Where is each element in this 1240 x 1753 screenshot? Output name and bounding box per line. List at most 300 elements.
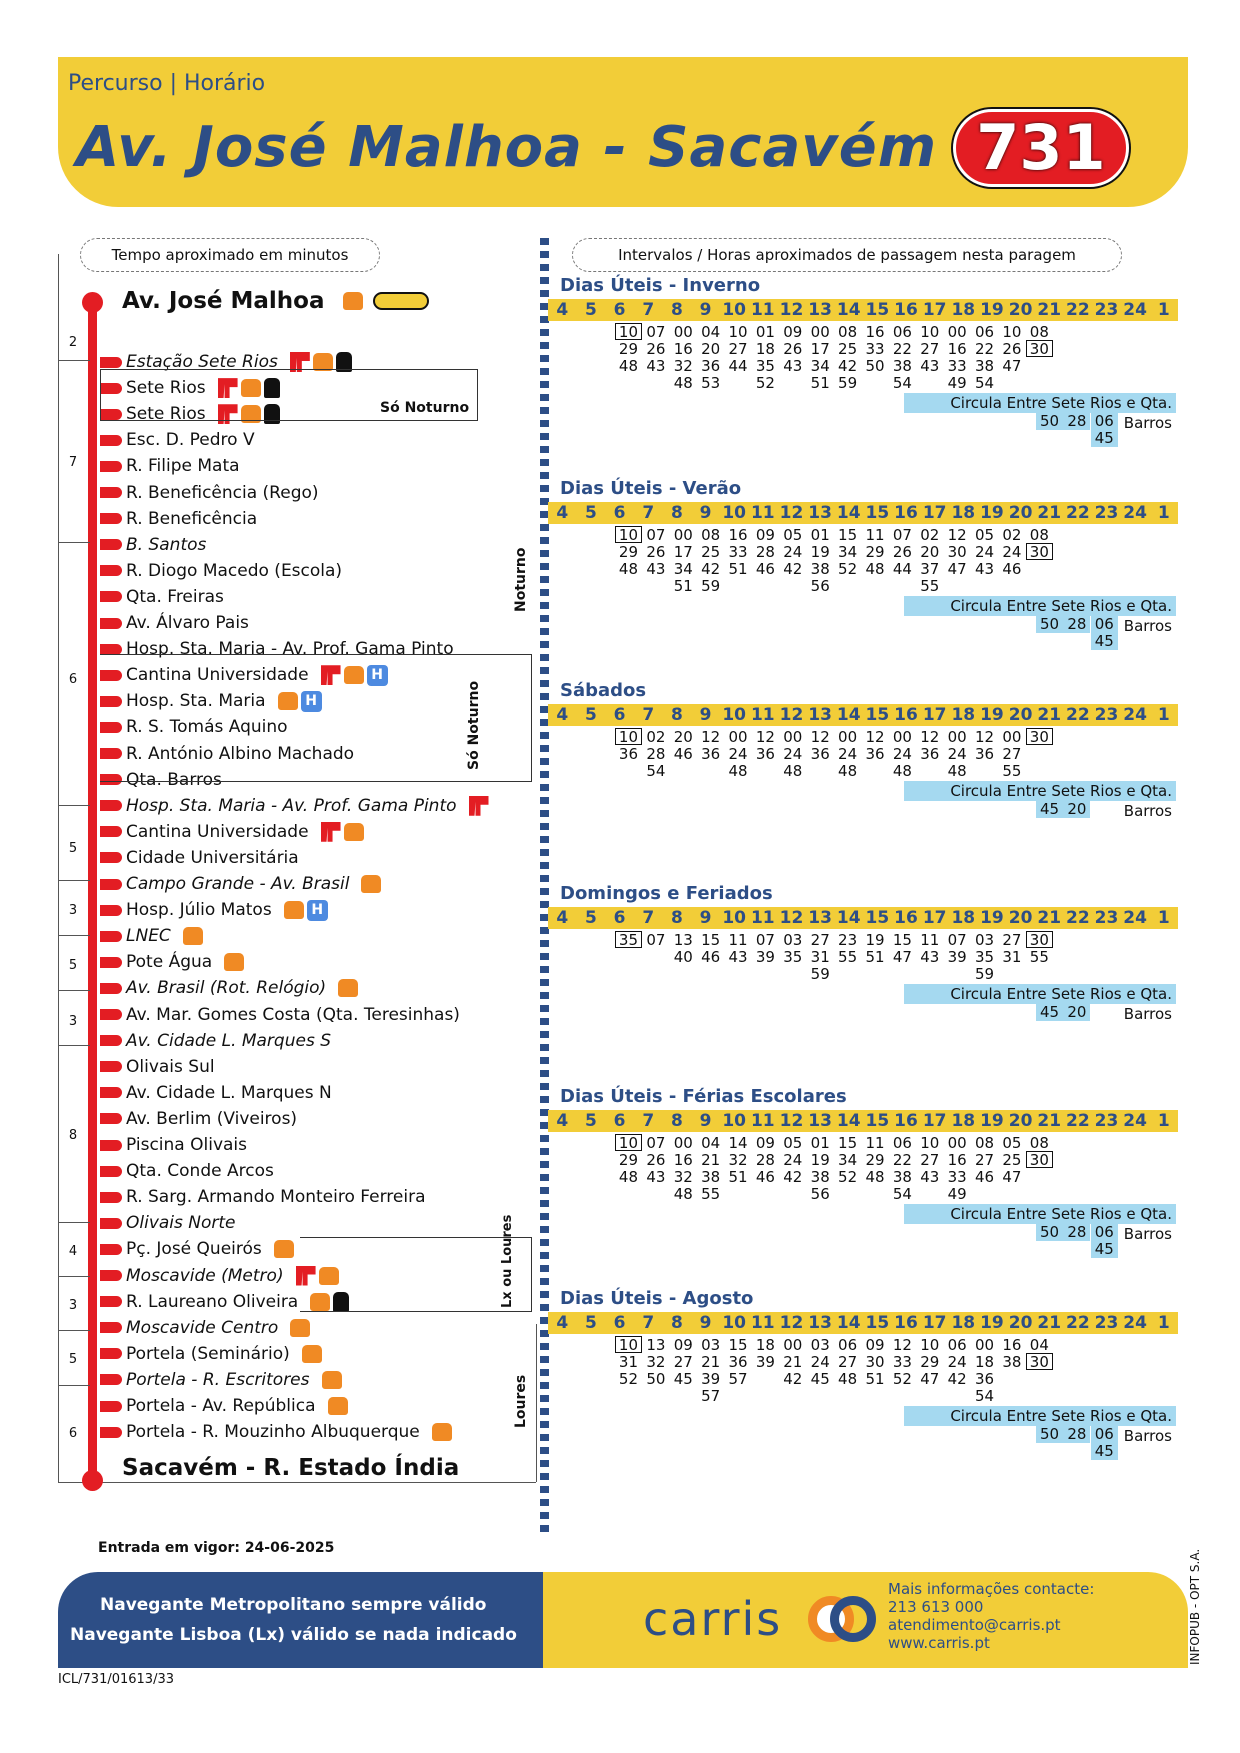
- minute-cell: 24: [810, 1353, 830, 1371]
- minute-cell: 24: [1002, 543, 1022, 561]
- stop-marker: [100, 983, 122, 994]
- hour-cell: 24: [1123, 1313, 1147, 1333]
- hour-cell: 16: [894, 1313, 918, 1333]
- hours-row: [548, 907, 1178, 929]
- minute-cell: 29: [618, 543, 639, 561]
- minute-cell: 00: [1002, 728, 1022, 746]
- minute-cell: 08: [1029, 1134, 1049, 1152]
- minute-cell: 16: [947, 340, 967, 358]
- segment-minutes: 5: [68, 1352, 78, 1367]
- minutes-row: [560, 560, 1190, 577]
- minute-cell: [670, 762, 697, 779]
- minute-cell: 46: [755, 560, 775, 578]
- minute-cell: 36: [810, 745, 830, 763]
- minute-cell: [615, 762, 642, 779]
- minute-cell: 24: [728, 745, 748, 763]
- hour-cell: 17: [922, 503, 947, 523]
- minute-cell: 56: [810, 1185, 830, 1203]
- bus-icon: [361, 875, 381, 893]
- minute-cell: 25: [1002, 1151, 1022, 1169]
- minutes-grid: [560, 526, 1190, 594]
- contact-heading: Mais informações contacte:: [888, 1580, 1095, 1598]
- hour-cell: 17: [922, 1313, 947, 1333]
- segment-minutes: 5: [68, 958, 78, 973]
- hour-cell: 23: [1094, 705, 1119, 725]
- hours-row: [548, 502, 1178, 524]
- minute-cell: [560, 323, 587, 340]
- hour-cell: 4: [556, 300, 569, 320]
- minute-cell: [1026, 577, 1053, 594]
- minute-cell: 45: [810, 1370, 830, 1388]
- contact-website[interactable]: www.carris.pt: [888, 1634, 990, 1652]
- hour-cell: 9: [699, 1313, 712, 1333]
- minute-cell: 25: [701, 543, 721, 561]
- minute-cell: 05: [783, 526, 803, 544]
- minutes-row: [560, 374, 1190, 391]
- hospital-icon: H: [307, 900, 328, 921]
- minute-cell: [752, 577, 779, 594]
- minute-cell: 20: [673, 728, 693, 746]
- circulation-note: Circula Entre Sete Rios e Qta. Barros: [904, 984, 1176, 1004]
- minute-cell: 28: [755, 1151, 775, 1169]
- stop-marker: [100, 565, 122, 576]
- hour-cell: 21: [1037, 705, 1062, 725]
- minute-cell: 15: [892, 931, 912, 949]
- so-noturno-vertical: Só Noturno: [466, 680, 482, 770]
- contact-email[interactable]: atendimento@carris.pt: [888, 1616, 1061, 1634]
- minute-cell: 48: [618, 357, 639, 375]
- minute-cell: 17: [673, 543, 693, 561]
- minute-cell: [998, 1387, 1025, 1404]
- stop-icons: [284, 900, 328, 921]
- stop-name: R. António Albino Machado: [126, 743, 355, 764]
- hour-cell: 23: [1094, 300, 1119, 320]
- stop-name: B. Santos: [126, 534, 207, 555]
- minute-cell: 19: [810, 1151, 830, 1169]
- stop-icons: [224, 953, 244, 971]
- minute-cell: 00: [892, 728, 912, 746]
- minute-cell: [724, 577, 751, 594]
- minute-cell: [587, 931, 614, 948]
- segment-minutes: 8: [68, 1128, 78, 1143]
- stop-item: [100, 611, 249, 635]
- stop-item: [100, 898, 328, 922]
- segment-separator: [58, 935, 90, 936]
- hour-cell: 22: [1066, 503, 1090, 523]
- minute-cell: 30: [1026, 340, 1053, 357]
- document-code: ICL/731/01613/33: [58, 1672, 175, 1687]
- stop-name: Portela - R. Mouzinho Albuquerque: [126, 1422, 420, 1443]
- minute-cell: [642, 374, 669, 391]
- minute-cell: [752, 1387, 779, 1404]
- printer-credit: INFOPUB - OPT S.A.: [1188, 1548, 1202, 1665]
- minute-cell: 29: [920, 1353, 940, 1371]
- minute-cell: 32: [728, 1151, 748, 1169]
- minute-cell: 36: [728, 1353, 748, 1371]
- minute-cell: 11: [865, 1134, 885, 1152]
- stop-name: Sete Rios: [126, 378, 206, 399]
- minute-cell: 26: [646, 340, 666, 358]
- stop-marker: [100, 1218, 122, 1229]
- minute-cell: [560, 1370, 587, 1387]
- minutes-row: [560, 577, 1190, 594]
- minute-cell: 55: [1029, 948, 1049, 966]
- minute-cell: 34: [810, 357, 830, 375]
- minute-cell: [916, 374, 943, 391]
- minute-cell: [971, 577, 998, 594]
- minute-cell: 08: [1029, 526, 1049, 544]
- minute-cell: 33: [892, 1353, 912, 1371]
- segment-separator: [58, 1276, 90, 1277]
- hour-cell: 10: [722, 705, 746, 725]
- stop-marker: [100, 1374, 122, 1385]
- stop-item: [100, 533, 206, 557]
- minute-cell: 30: [1026, 543, 1053, 560]
- segment-separator: [58, 360, 90, 361]
- stop-name: Hosp. Júlio Matos: [126, 900, 272, 921]
- metro-icon: [321, 822, 341, 842]
- minute-cell: 35: [615, 931, 642, 948]
- circulation-note: Circula Entre Sete Rios e Qta. Barros: [904, 393, 1176, 413]
- minute-cell: 27: [975, 1151, 995, 1169]
- contact-area: [543, 1572, 1188, 1668]
- hour-cell: 7: [642, 503, 655, 523]
- hour-cell: 9: [699, 503, 712, 523]
- hour-cell: 24: [1123, 908, 1147, 928]
- minute-cell: 55: [838, 948, 858, 966]
- stop-marker: [100, 931, 122, 942]
- minute-cell: 10: [615, 323, 642, 340]
- ticket-line-2: Navegante Lisboa (Lx) válido se nada indicado: [70, 1625, 517, 1645]
- minute-cell: 06: [892, 323, 912, 341]
- stop-marker: [100, 1348, 122, 1359]
- start-stop: Av. José Malhoa: [122, 288, 325, 314]
- minute-cell: 27: [920, 340, 940, 358]
- circulation-minute: 06: [1091, 1224, 1118, 1241]
- hour-cell: 12: [779, 705, 804, 725]
- hour-cell: 9: [699, 705, 712, 725]
- minute-cell: 02: [920, 526, 940, 544]
- stop-name: Cantina Universidade: [126, 665, 309, 686]
- minute-cell: 49: [947, 1185, 967, 1203]
- minute-cell: [560, 374, 587, 391]
- minute-cell: [560, 931, 587, 948]
- bus-icon: [302, 1345, 322, 1363]
- hour-cell: 16: [894, 300, 918, 320]
- stop-marker: [100, 1192, 122, 1203]
- minute-cell: 36: [701, 357, 721, 375]
- stop-icons: [328, 1397, 348, 1415]
- stop-item: [100, 1394, 348, 1418]
- minute-cell: [587, 357, 614, 374]
- minute-cell: 54: [892, 1185, 912, 1203]
- minute-cell: 15: [701, 931, 721, 949]
- minute-cell: 01: [810, 526, 830, 544]
- minute-cell: [560, 728, 587, 745]
- minutes-row: [560, 965, 1190, 982]
- minute-cell: 43: [646, 357, 666, 375]
- minute-cell: 52: [838, 1168, 858, 1186]
- stop-item: [100, 846, 299, 870]
- hour-cell: 9: [699, 300, 712, 320]
- segment-minutes: 3: [68, 1298, 78, 1313]
- minute-cell: 48: [865, 560, 885, 578]
- minute-cell: 32: [673, 1168, 693, 1186]
- minute-cell: 47: [1002, 357, 1022, 375]
- minute-cell: 42: [783, 1168, 803, 1186]
- metro-icon: [469, 796, 489, 816]
- stop-item: [100, 1081, 332, 1105]
- hour-cell: 16: [894, 705, 918, 725]
- hour-cell: 22: [1066, 300, 1090, 320]
- stop-item: [100, 559, 342, 583]
- segment-separator: [58, 880, 90, 881]
- minute-cell: 36: [975, 745, 995, 763]
- stop-icons: [469, 796, 489, 816]
- footer-banner: [58, 1572, 1188, 1668]
- minute-cell: 39: [755, 1353, 775, 1371]
- stop-item: [100, 428, 255, 452]
- hour-cell: 14: [836, 1111, 861, 1131]
- minute-cell: [587, 1336, 614, 1353]
- hour-cell: 6: [613, 908, 626, 928]
- minutes-row: [560, 948, 1190, 965]
- hour-cell: 14: [836, 300, 861, 320]
- minute-cell: [615, 577, 642, 594]
- minute-cell: 36: [755, 745, 775, 763]
- minute-cell: 31: [810, 948, 830, 966]
- hour-cell: 10: [722, 1313, 746, 1333]
- minute-cell: 07: [892, 526, 912, 544]
- minute-cell: [752, 762, 779, 779]
- minute-cell: [560, 948, 587, 965]
- minute-cell: 12: [755, 728, 775, 746]
- hour-cell: 14: [836, 705, 861, 725]
- minute-cell: 52: [892, 1370, 912, 1388]
- minute-cell: 30: [865, 1353, 885, 1371]
- hour-cell: 13: [808, 705, 832, 725]
- minute-cell: [560, 1168, 587, 1185]
- circulation-minute: 06: [1091, 413, 1118, 430]
- minute-cell: [861, 1185, 888, 1202]
- minute-cell: 06: [892, 1134, 912, 1152]
- route-number: 731: [976, 111, 1106, 184]
- minute-cell: 31: [618, 1353, 639, 1371]
- minute-cell: 27: [1002, 745, 1022, 763]
- hour-cell: 22: [1066, 908, 1090, 928]
- hours-row: [548, 299, 1178, 321]
- minute-cell: [560, 1134, 587, 1151]
- hour-cell: 5: [585, 1313, 597, 1333]
- circulation-minute: 50: [1036, 1426, 1063, 1443]
- stop-name: Av. Berlim (Viveiros): [126, 1108, 298, 1129]
- minute-cell: [560, 577, 587, 594]
- minute-cell: [861, 577, 888, 594]
- minute-cell: [615, 1387, 642, 1404]
- minute-cell: 27: [810, 931, 830, 949]
- minute-cell: [615, 948, 642, 965]
- hour-cell: 6: [613, 503, 626, 523]
- minute-cell: [834, 965, 861, 982]
- minute-cell: 24: [975, 543, 995, 561]
- stop-name: Pç. José Queirós: [126, 1239, 262, 1260]
- stop-name: Moscavide Centro: [126, 1317, 279, 1338]
- effective-date: Entrada em vigor: 24-06-2025: [98, 1540, 335, 1556]
- hour-cell: 8: [670, 1111, 683, 1131]
- stop-marker: [100, 1401, 122, 1412]
- minute-cell: 43: [646, 560, 666, 578]
- hour-cell: 12: [779, 300, 804, 320]
- minutes-row: [560, 543, 1190, 560]
- minute-cell: 12: [975, 728, 995, 746]
- minute-cell: 26: [892, 543, 912, 561]
- minute-cell: [779, 374, 806, 391]
- minute-cell: 30: [1026, 931, 1053, 948]
- stop-name: Av. Mar. Gomes Costa (Qta. Teresinhas): [126, 1004, 460, 1025]
- start-icons: [343, 292, 429, 310]
- minute-cell: [560, 745, 587, 762]
- minute-cell: [587, 1370, 614, 1387]
- hour-cell: 15: [865, 908, 890, 928]
- minute-cell: 44: [892, 560, 912, 578]
- stop-name: Cidade Universitária: [126, 847, 299, 868]
- stop-name: R. Laureano Oliveira: [126, 1291, 299, 1312]
- hour-cell: 11: [750, 908, 775, 928]
- minute-cell: 07: [646, 1134, 666, 1152]
- minute-cell: 18: [755, 1336, 775, 1354]
- hour-cell: 1: [1157, 503, 1170, 523]
- minutes-row: [560, 1151, 1190, 1168]
- hour-cell: 8: [670, 705, 683, 725]
- schedule-title: Dias Úteis - Férias Escolares: [560, 1086, 847, 1107]
- hour-cell: 16: [894, 503, 918, 523]
- minute-cell: [587, 323, 614, 340]
- hour-cell: 1: [1157, 300, 1170, 320]
- minute-cell: 14: [728, 1134, 748, 1152]
- minute-cell: [587, 965, 614, 982]
- minute-cell: 05: [783, 1134, 803, 1152]
- minute-cell: 48: [783, 762, 803, 780]
- stop-marker: [100, 1087, 122, 1098]
- minute-cell: 47: [920, 1370, 940, 1388]
- minute-cell: 21: [701, 1353, 721, 1371]
- hours-row: [548, 1110, 1178, 1132]
- minute-cell: 59: [975, 965, 995, 983]
- minute-cell: [889, 577, 916, 594]
- stop-item: [100, 1316, 310, 1340]
- minute-cell: 12: [701, 728, 721, 746]
- minutes-grid: [560, 1134, 1190, 1202]
- minute-cell: 08: [838, 323, 858, 341]
- stop-icons: [322, 1371, 342, 1389]
- stop-item: [100, 507, 257, 531]
- contact-phone[interactable]: 213 613 000: [888, 1598, 984, 1616]
- circulation-minute: 45: [1036, 1004, 1063, 1021]
- minute-cell: 29: [865, 543, 885, 561]
- minute-cell: 02: [646, 728, 666, 746]
- stop-marker: [100, 539, 122, 550]
- hour-cell: 4: [556, 705, 569, 725]
- hour-cell: 5: [585, 908, 597, 928]
- minute-cell: [861, 965, 888, 982]
- minute-cell: 38: [892, 357, 912, 375]
- minute-cell: 34: [673, 560, 693, 578]
- stop-marker: [100, 357, 122, 368]
- minute-cell: 13: [673, 931, 693, 949]
- stop-name: Av. Brasil (Rot. Relógio): [126, 978, 327, 999]
- hour-cell: 15: [865, 300, 890, 320]
- minute-cell: [752, 965, 779, 982]
- stop-name: R. Sarg. Armando Monteiro Ferreira: [126, 1187, 426, 1208]
- minute-cell: [779, 1387, 806, 1404]
- minute-cell: 39: [701, 1370, 721, 1388]
- minute-cell: [587, 948, 614, 965]
- minute-cell: [752, 1185, 779, 1202]
- circulation-minute: 45: [1091, 1241, 1118, 1258]
- minute-cell: 22: [892, 340, 912, 358]
- header-banner: [58, 57, 1188, 207]
- noturno-vertical: Noturno: [513, 547, 529, 612]
- stop-icons: [321, 822, 364, 842]
- minute-cell: 56: [810, 577, 830, 595]
- circulation-minute: 20: [1063, 1004, 1090, 1021]
- ticket-line-1: Navegante Metropolitano sempre válido: [100, 1595, 487, 1615]
- minute-cell: 39: [755, 948, 775, 966]
- minute-cell: [642, 577, 669, 594]
- minute-cell: 16: [947, 1151, 967, 1169]
- minute-cell: [587, 560, 614, 577]
- minute-cell: 21: [783, 1353, 803, 1371]
- hour-cell: 7: [642, 1313, 655, 1333]
- stop-name: Olivais Norte: [126, 1213, 236, 1234]
- minute-cell: [560, 560, 587, 577]
- hour-cell: 1: [1157, 908, 1170, 928]
- minute-cell: 00: [673, 526, 693, 544]
- stop-item: [100, 1003, 460, 1027]
- hour-cell: 19: [980, 908, 1004, 928]
- minute-cell: 24: [947, 1353, 967, 1371]
- minute-cell: 28: [646, 745, 666, 763]
- hour-cell: 23: [1094, 1313, 1119, 1333]
- hour-cell: 11: [750, 1313, 775, 1333]
- minute-cell: 10: [615, 728, 642, 745]
- bottom-rule: [58, 1482, 536, 1483]
- minute-cell: 49: [947, 374, 967, 392]
- minute-cell: 32: [646, 1353, 666, 1371]
- stop-marker: [100, 1270, 122, 1281]
- minute-cell: [560, 1151, 587, 1168]
- minute-cell: 22: [975, 340, 995, 358]
- stop-name: Av. Cidade L. Marques S: [126, 1030, 331, 1051]
- minutes-grid: [560, 323, 1190, 391]
- stop-item: [100, 976, 358, 1000]
- minutes-row: [560, 931, 1190, 948]
- carris-logo-icon: [808, 1596, 864, 1642]
- minute-cell: 28: [755, 543, 775, 561]
- stop-icons: [274, 1240, 294, 1258]
- minute-cell: 36: [618, 745, 639, 763]
- hour-cell: 4: [556, 908, 569, 928]
- stop-item: [100, 1420, 452, 1444]
- hour-cell: 10: [722, 908, 746, 928]
- minute-cell: 08: [1029, 323, 1049, 341]
- segment-minutes: 5: [68, 841, 78, 856]
- stop-item: [100, 585, 224, 609]
- hour-cell: 1: [1157, 705, 1170, 725]
- minute-cell: [670, 1387, 697, 1404]
- stop-item: [100, 1133, 247, 1157]
- minute-cell: [587, 728, 614, 745]
